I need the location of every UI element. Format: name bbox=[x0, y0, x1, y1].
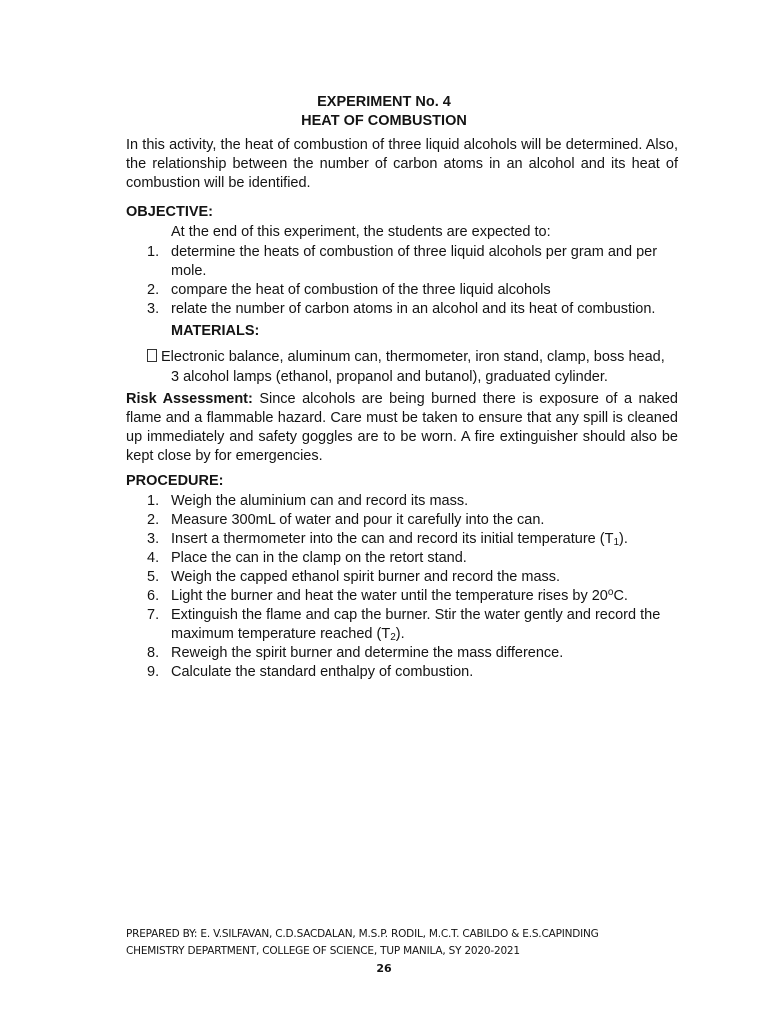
intro-paragraph: In this activity, the heat of combustion of three liquid alcohols will be determined. Also, the relationship between the number of carbon atoms in an alcohol and its heat of combustion will be identified. bbox=[126, 137, 678, 191]
item-text: mole. bbox=[171, 263, 207, 279]
item-number: 1. bbox=[147, 244, 160, 260]
materials-line bbox=[147, 348, 687, 367]
materials-heading: MATERIALS: bbox=[171, 323, 260, 339]
step-text: Measure 300mL of water and pour it carefully into the can. bbox=[171, 512, 545, 528]
step-number: 6. bbox=[147, 588, 160, 604]
subscript: 1 bbox=[613, 537, 620, 548]
experiment-number: EXPERIMENT No. 4 bbox=[317, 94, 451, 110]
superscript: o bbox=[607, 587, 614, 598]
risk-label: Risk Assessment: bbox=[126, 391, 253, 407]
step-number: 1. bbox=[147, 493, 160, 509]
step-number: 5. bbox=[147, 569, 160, 585]
step-number: 4. bbox=[147, 550, 160, 566]
item-text: relate the number of carbon atoms in an alcohol and its heat of combustion. bbox=[171, 301, 656, 317]
item-number: 3. bbox=[147, 301, 160, 317]
objective-lead: At the end of this experiment, the students are expected to: bbox=[171, 224, 551, 240]
item-text: compare the heat of combustion of the three liquid alcohols bbox=[171, 282, 551, 298]
risk-text: Since alcohols are being burned there is exposure of a naked flame and a flammable hazard. Care must be taken to ensure that any spill is cleaned up immediately and safety goggles are to be worn. A fire extinguisher should also be kept close by for emergencies. bbox=[126, 391, 678, 464]
step-text: Place the can in the clamp on the retort stand. bbox=[171, 550, 467, 566]
footer-prepared-by: PREPARED BY: E. V.SILFAVAN, C.D.SACDALAN, M.S.P. RODIL, M.C.T. CABILDO & E.S.CAPINDING bbox=[126, 928, 599, 940]
step-number: 3. bbox=[147, 531, 160, 547]
step-text: Reweigh the spirit burner and determine the mass difference. bbox=[171, 645, 564, 661]
page-title: HEAT OF COMBUSTION bbox=[301, 113, 467, 129]
step-text: Calculate the standard enthalpy of combustion. bbox=[171, 664, 474, 680]
step-text: Weigh the capped ethanol spirit burner and record the mass. bbox=[171, 569, 561, 585]
materials-text: Electronic balance, aluminum can, thermometer, iron stand, clamp, boss head, bbox=[161, 349, 665, 365]
step-text: maximum temperature reached $(T_2)$. bbox=[171, 626, 405, 643]
materials-line: 3 alcohol lamps (ethanol, propanol and butanol), graduated cylinder. bbox=[171, 369, 608, 385]
step-text: Light the burner and heat the water until the temperature rises by 20$^o$C. bbox=[171, 587, 628, 604]
risk-paragraph bbox=[126, 390, 678, 466]
subscript: 2 bbox=[390, 632, 396, 643]
footer-department: CHEMISTRY DEPARTMENT, COLLEGE OF SCIENCE, TUP MANILA, SY 2020-2021 bbox=[126, 945, 520, 957]
page-number: 26 bbox=[376, 962, 392, 975]
item-number: 2. bbox=[147, 282, 160, 298]
procedure-heading: PROCEDURE: bbox=[126, 473, 224, 489]
step-number: 2. bbox=[147, 512, 160, 528]
item-text: determine the heats of combustion of three liquid alcohols per gram and per bbox=[171, 244, 658, 260]
bullet-box-icon bbox=[147, 349, 157, 362]
step-text: Insert a thermometer into the can and record its initial temperature $(T_1)$. bbox=[171, 531, 628, 548]
step-number: 8. bbox=[147, 645, 160, 661]
step-number: 7. bbox=[147, 607, 160, 623]
step-number: 9. bbox=[147, 664, 160, 680]
step-text: Weigh the aluminium can and record its mass. bbox=[171, 493, 469, 509]
objective-heading: OBJECTIVE: bbox=[126, 204, 214, 220]
step-text: Extinguish the flame and cap the burner. Stir the water gently and record the bbox=[171, 607, 661, 623]
